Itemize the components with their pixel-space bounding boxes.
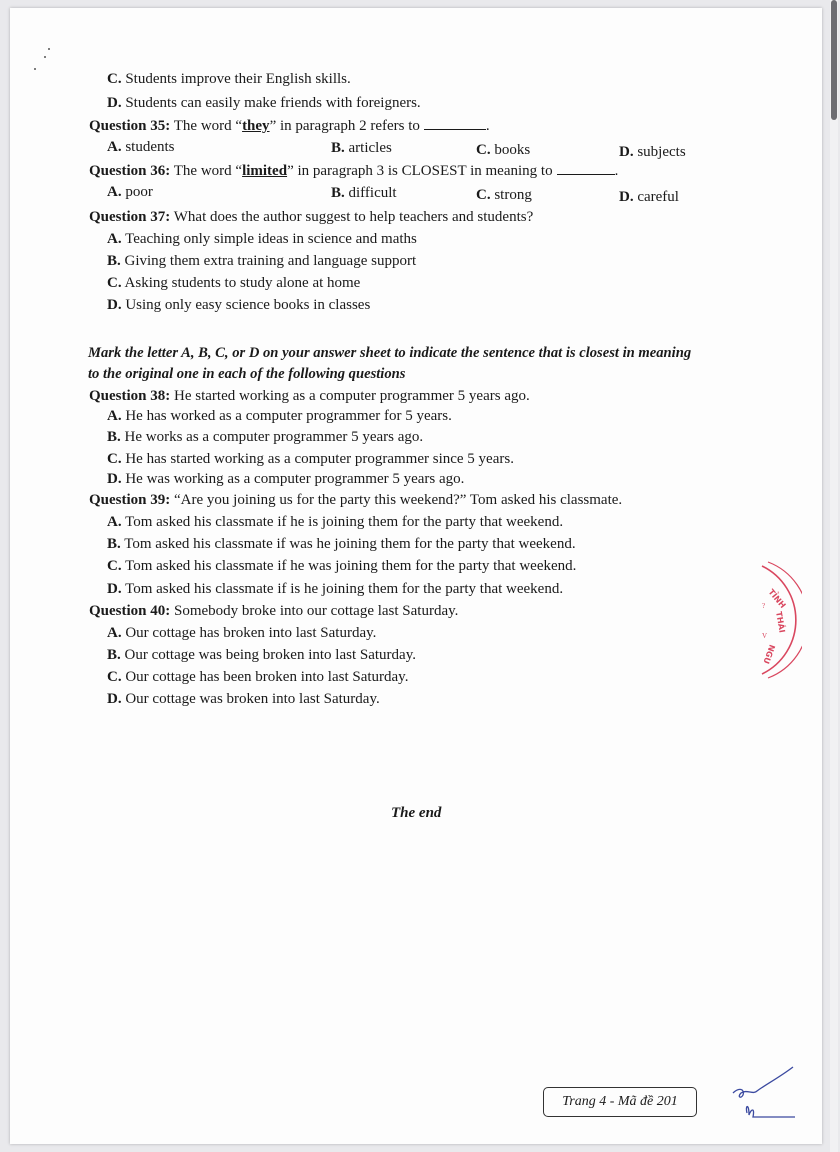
q38-option-c: C. He has started working as a computer programmer since 5 years. bbox=[107, 451, 514, 467]
section-instruction-line2: to the original one in each of the following questions bbox=[88, 366, 406, 382]
svg-text:NGU: NGU bbox=[761, 643, 777, 665]
svg-text:THÁI: THÁI bbox=[774, 610, 787, 634]
q38-option-a: A. He has worked as a computer programmer for 5 years. bbox=[107, 408, 452, 424]
the-end-text: The end bbox=[391, 805, 442, 821]
svg-text:TỈNH: TỈNH bbox=[766, 587, 788, 611]
q36-stem: Question 36: The word “limited” in paragraph 3 is CLOSEST in meaning to . bbox=[89, 163, 619, 179]
signature bbox=[725, 1065, 800, 1130]
q40-option-d: D. Our cottage was broken into last Saturday. bbox=[107, 691, 380, 707]
q35-option-d: D. subjects bbox=[619, 144, 686, 160]
scrollbar-thumb[interactable] bbox=[831, 0, 837, 120]
q37-stem: Question 37: What does the author suggest to help teachers and students? bbox=[89, 209, 534, 225]
q39-stem: Question 39: “Are you joining us for the party this weekend?” Tom asked his classmate. bbox=[89, 492, 623, 508]
q36-option-b: B. difficult bbox=[331, 185, 397, 201]
q34-option-d: D. Students can easily make friends with foreigners. bbox=[107, 95, 421, 111]
svg-text:V: V bbox=[762, 632, 768, 640]
q36-option-a: A. poor bbox=[107, 184, 153, 200]
q39-option-a: A. Tom asked his classmate if he is joining them for the party that weekend. bbox=[107, 514, 564, 530]
official-stamp bbox=[752, 560, 802, 680]
vertical-scrollbar[interactable] bbox=[830, 0, 838, 1152]
page-footer-code: Trang 4 - Mã đề 201 bbox=[543, 1087, 697, 1117]
q39-option-b: B. Tom asked his classmate if was he joining them for the party that weekend. bbox=[107, 536, 576, 552]
section-instruction-line1: Mark the letter A, B, C, or D on your answer sheet to indicate the sentence that is closest in meaning bbox=[88, 345, 692, 361]
q40-option-b: B. Our cottage was being broken into last Saturday. bbox=[107, 647, 416, 663]
q40-option-a: A. Our cottage has broken into last Saturday. bbox=[107, 625, 377, 641]
q39-option-c: C. Tom asked his classmate if he was joining them for the party that weekend. bbox=[107, 558, 577, 574]
q40-stem: Question 40: Somebody broke into our cottage last Saturday. bbox=[89, 603, 459, 619]
q37-option-a: A. Teaching only simple ideas in science and maths bbox=[107, 231, 417, 247]
q36-option-d: D. careful bbox=[619, 189, 679, 205]
q36-option-c: C. strong bbox=[476, 187, 532, 203]
q35-stem: Question 35: The word “they” in paragraph 2 refers to . bbox=[89, 118, 490, 134]
q39-option-d: D. Tom asked his classmate if is he joining them for the party that weekend. bbox=[107, 581, 564, 597]
q38-stem: Question 38: He started working as a computer programmer 5 years ago. bbox=[89, 388, 530, 404]
q40-option-c: C. Our cottage has been broken into last Saturday. bbox=[107, 669, 409, 685]
svg-text:?: ? bbox=[762, 602, 766, 610]
q35-option-a: A. students bbox=[107, 139, 175, 155]
q37-option-c: C. Asking students to study alone at home bbox=[107, 275, 361, 291]
q37-option-d: D. Using only easy science books in classes bbox=[107, 297, 371, 313]
q38-option-d: D. He was working as a computer programmer 5 years ago. bbox=[107, 471, 465, 487]
q34-option-c: C. Students improve their English skills. bbox=[107, 71, 351, 87]
q35-option-b: B. articles bbox=[331, 140, 392, 156]
q38-option-b: B. He works as a computer programmer 5 years ago. bbox=[107, 429, 424, 445]
q35-option-c: C. books bbox=[476, 142, 531, 158]
q37-option-b: B. Giving them extra training and language support bbox=[107, 253, 417, 269]
